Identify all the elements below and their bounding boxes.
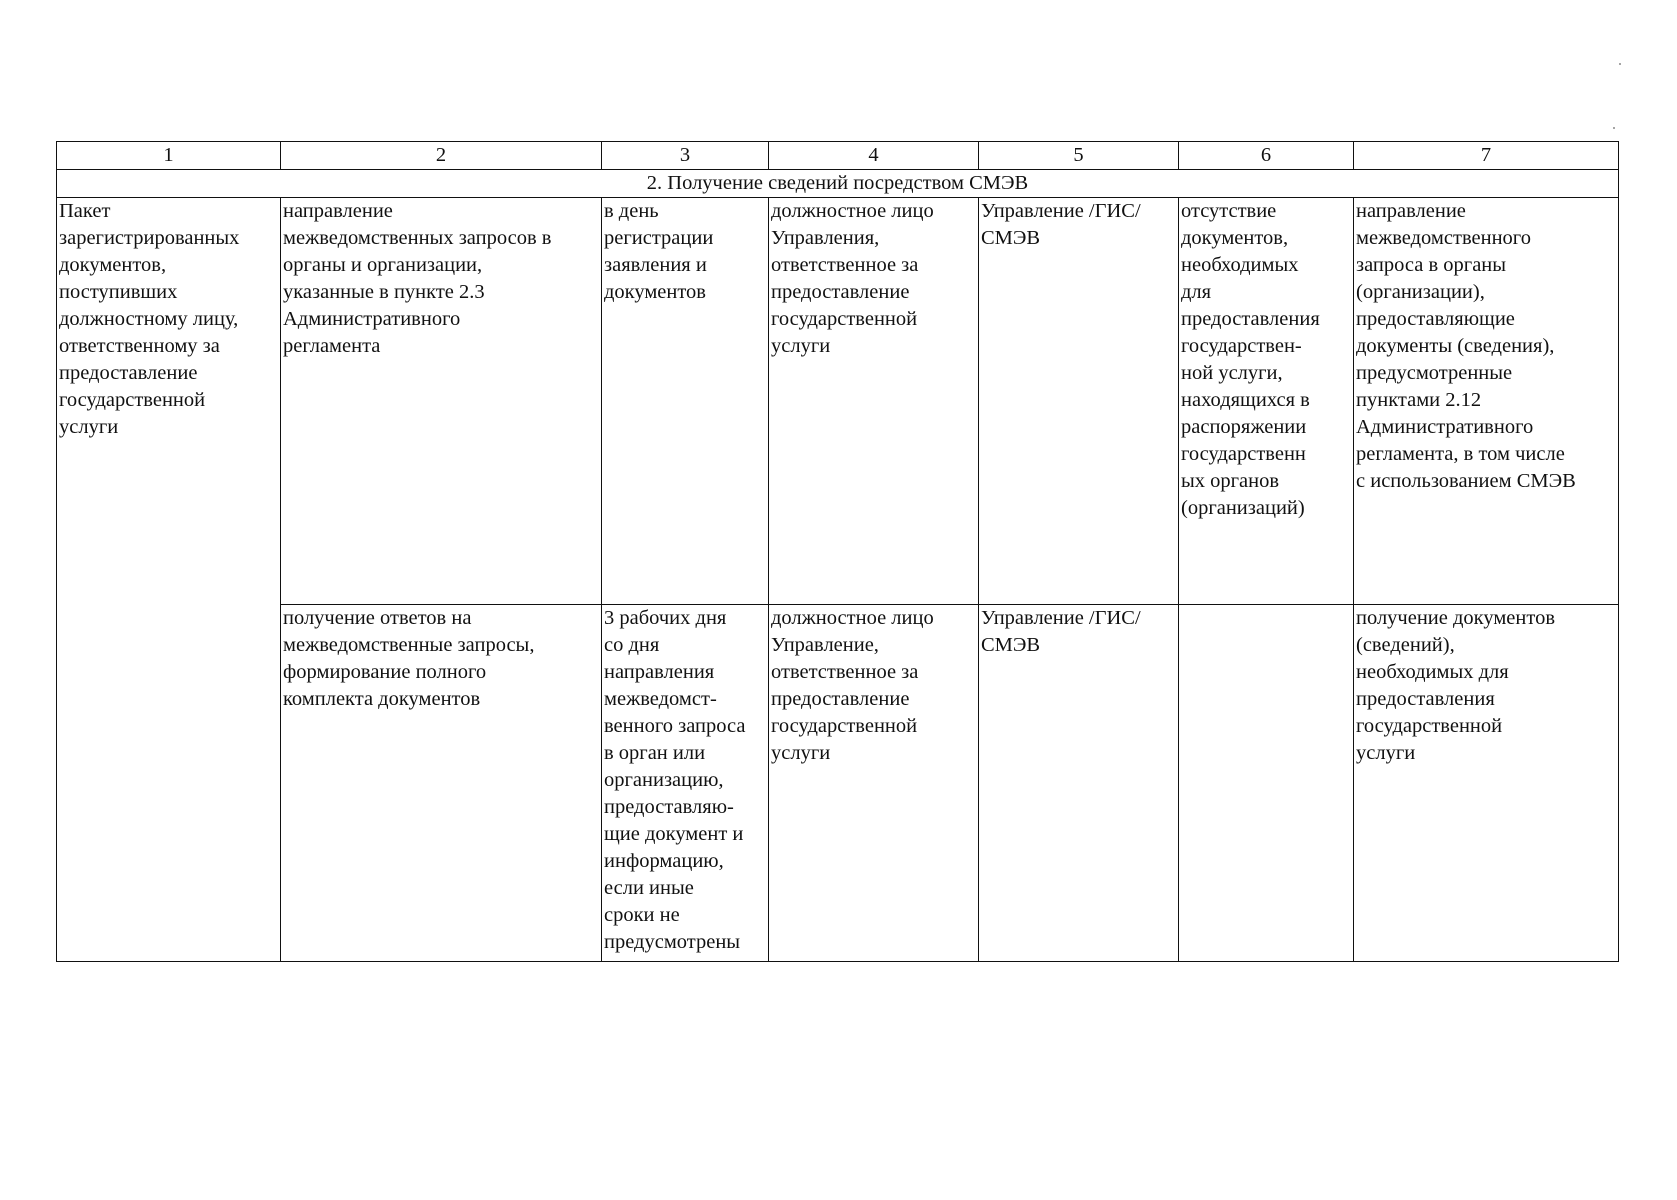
cell-text: должностное лицо Управление, ответственное за предоставление государственной услуги [771,607,934,764]
column-number-row [57,142,1619,170]
criteria-cell [1179,605,1354,962]
column-number: 2 [281,142,602,170]
procedure-table [56,141,1619,962]
place-cell [979,605,1179,962]
column-number: 1 [57,142,281,170]
cell-text: направление межведомственного запроса в органы (организации), предоставляющие документы (сведения), предусмотренные пунктами 2.12 Административного регламента, в том числе с использованием СМЭВ [1356,200,1576,492]
column-number: 7 [1354,142,1619,170]
cell-text: 3 рабочих дня со дня направления межведомст- венного запроса в орган или организацию, предоставляю- щие документ и информацию, если иные сроки не предусмотрены [604,607,746,953]
result-cell [1354,198,1619,605]
criteria-cell [1179,198,1354,605]
cell-text: Пакет зарегистрированных документов, поступивших должностному лицу, ответственному за предоставление государственной услуги [59,200,240,438]
column-number: 3 [602,142,769,170]
section-row [57,170,1619,198]
cell-text: должностное лицо Управления, ответственное за предоставление государственной услуги [771,200,934,357]
cell-text: получение ответов на межведомственные запросы, формирование полного комплекта документов [283,607,535,710]
column-number: 5 [979,142,1179,170]
action-cell [281,605,602,962]
scan-speck [1619,63,1621,65]
table-row [57,198,1619,605]
cell-text: Управление /ГИС/ СМЭВ [981,200,1141,249]
scan-speck [1613,127,1615,129]
table-row [57,605,1619,962]
column-number: 4 [769,142,979,170]
cell-text: отсутствие документов, необходимых для предоставления государствен- ной услуги, находящихся в распоряжении государственн ых органов (организаций) [1181,200,1320,519]
cell-text: направление межведомственных запросов в органы и организации, указанные в пункте 2.3 Административного регламента [283,200,552,357]
section-title: 2. Получение сведений посредством СМЭВ [57,170,1619,198]
responsible-cell [769,198,979,605]
result-cell [1354,605,1619,962]
place-cell [979,198,1179,605]
cell-text: получение документов (сведений), необходимых для предоставления государственной услуги [1356,607,1555,764]
cell-text: в день регистрации заявления и документов [604,200,714,303]
action-cell [281,198,602,605]
cell-text: Управление /ГИС/ СМЭВ [981,607,1141,656]
column-number: 6 [1179,142,1354,170]
responsible-cell [769,605,979,962]
document-package-cell [57,198,281,962]
deadline-cell [602,198,769,605]
deadline-cell [602,605,769,962]
